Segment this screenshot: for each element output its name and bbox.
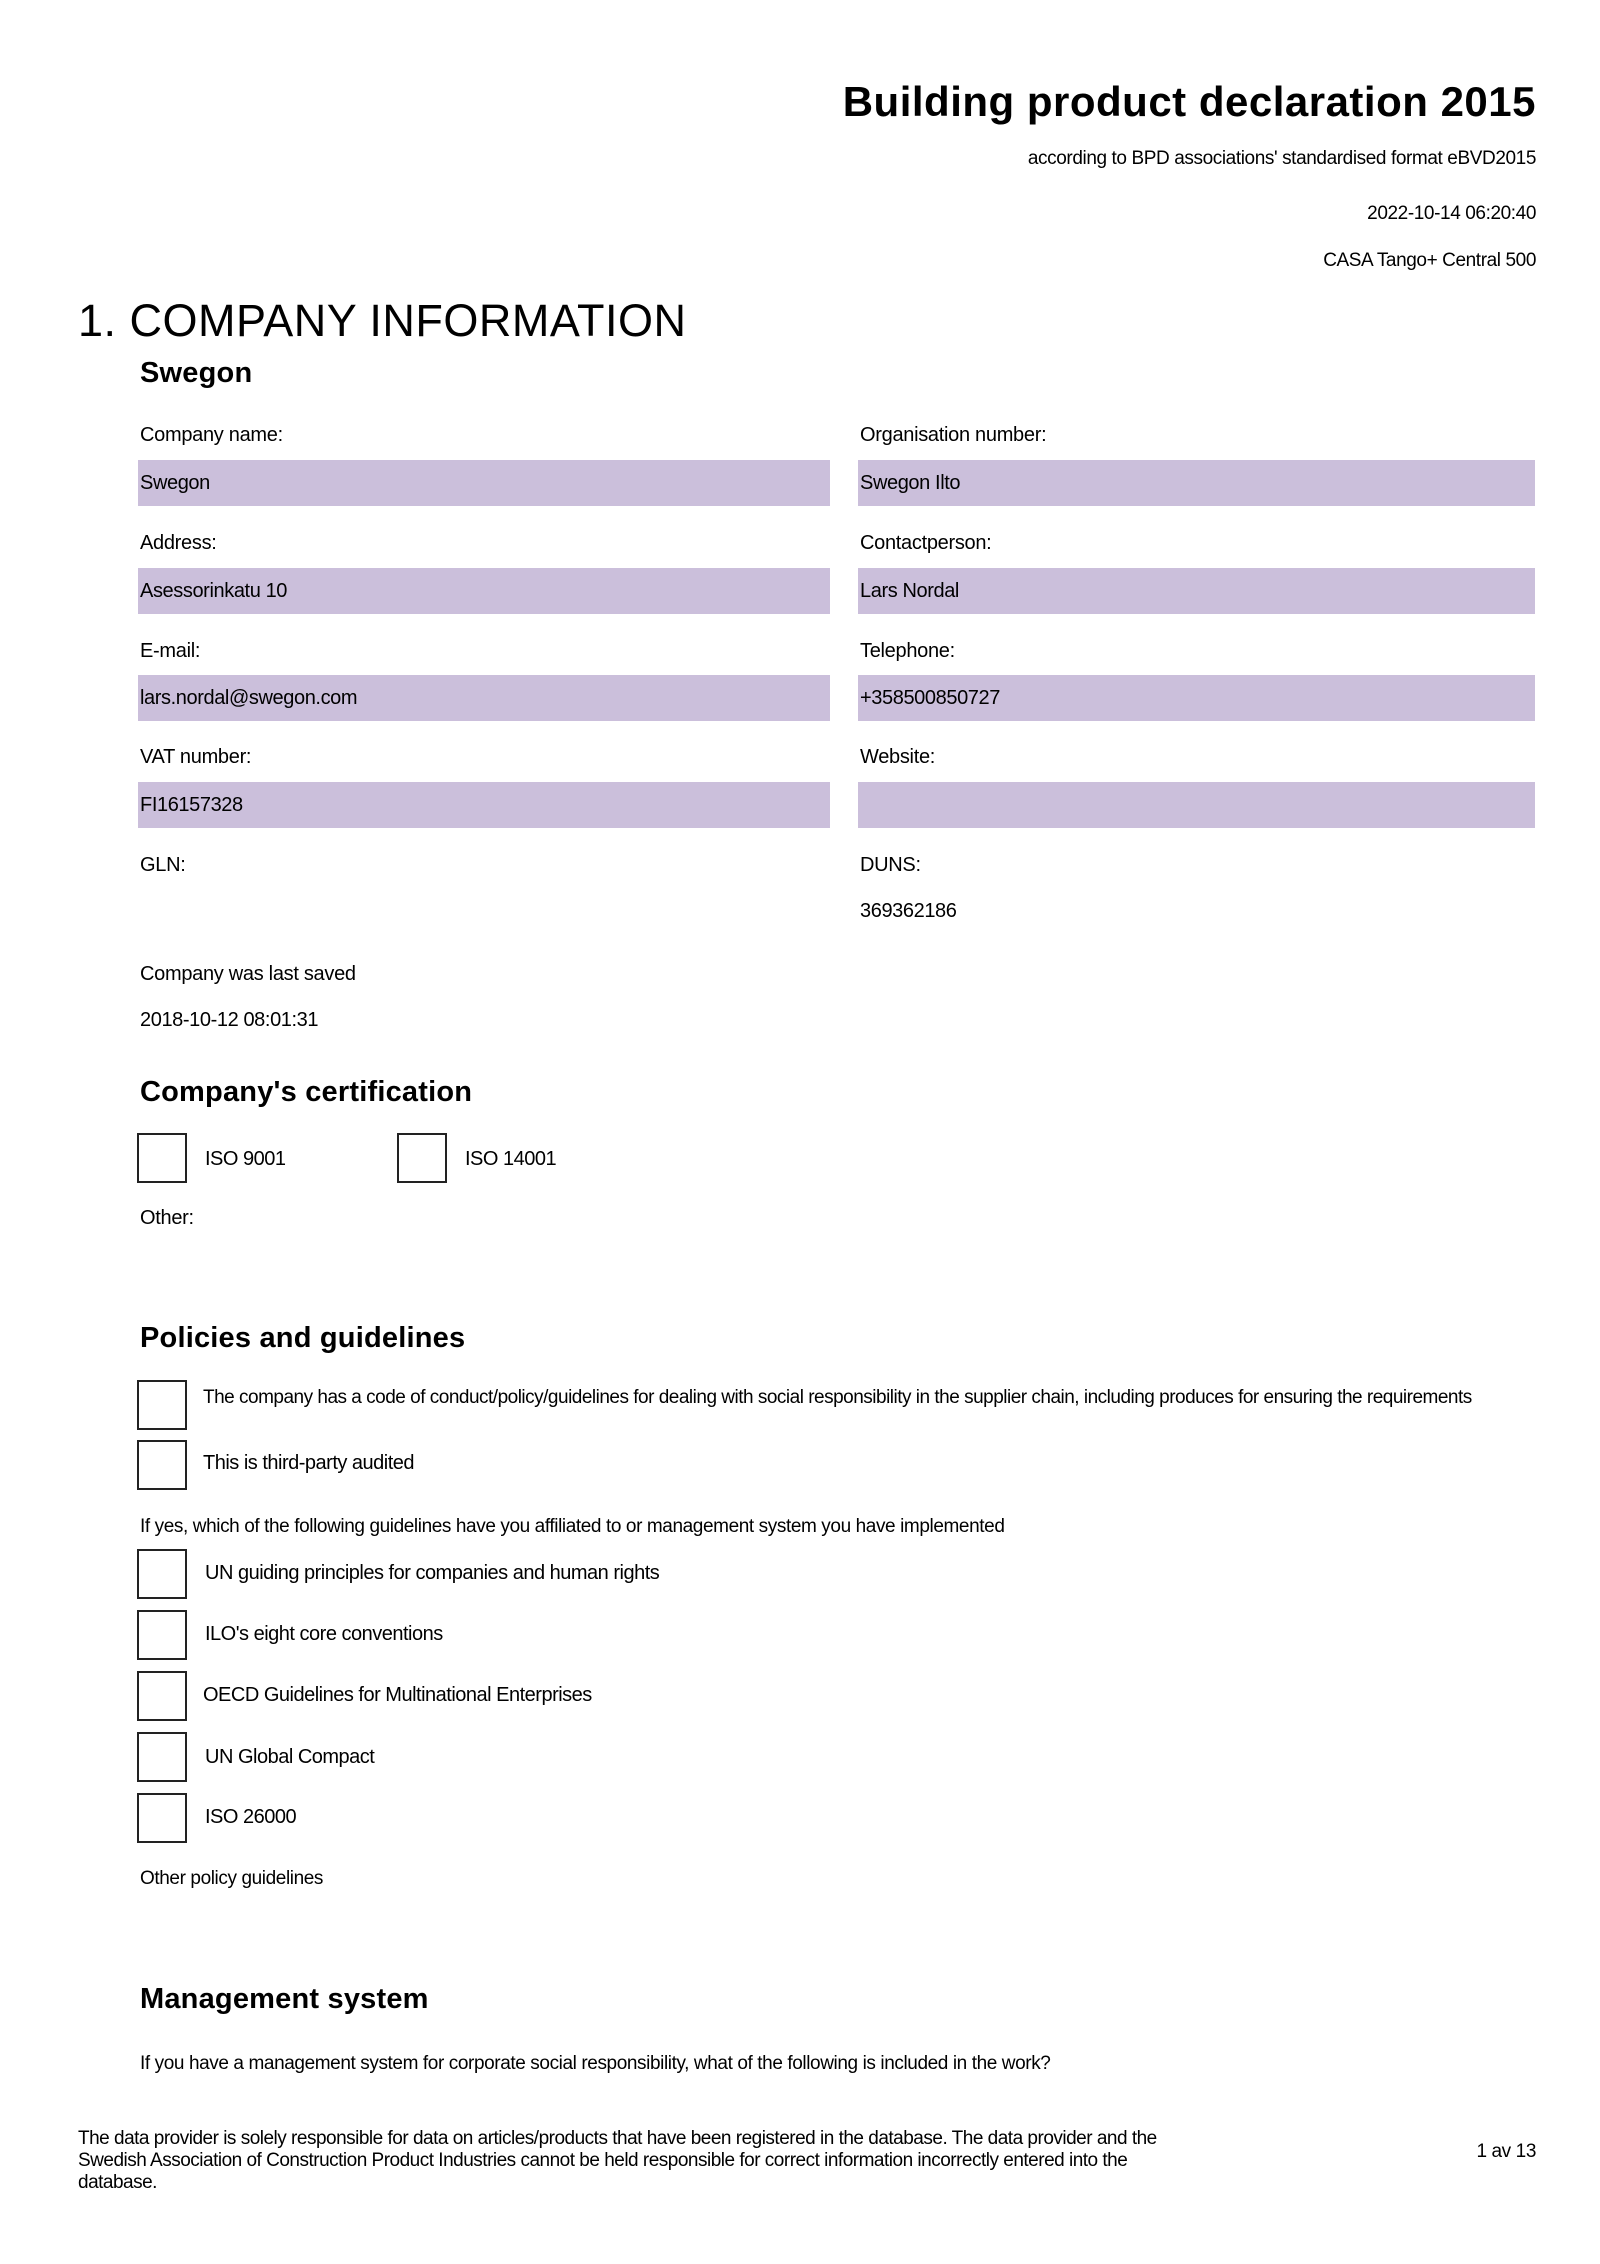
iso9001-checkbox[interactable] (137, 1133, 187, 1183)
management-question: If you have a management system for corporate social responsibility, what of the following is included in the work? (140, 2053, 1051, 2074)
last-saved-value: 2018-10-12 08:01:31 (140, 1009, 319, 1031)
email-label: E-mail: (140, 640, 201, 662)
duns-label: DUNS: (860, 854, 921, 876)
guideline-checkbox-oecd[interactable] (137, 1671, 187, 1721)
org-number-field: Swegon Ilto (858, 460, 1535, 506)
policies-heading: Policies and guidelines (140, 1322, 466, 1354)
guideline-label: ISO 26000 (205, 1806, 297, 1828)
website-label: Website: (860, 746, 936, 768)
guideline-label: ILO's eight core conventions (205, 1623, 443, 1645)
certification-other-label: Other: (140, 1207, 194, 1229)
guideline-checkbox-un-principles[interactable] (137, 1549, 187, 1599)
guideline-label: UN guiding principles for companies and human rights (205, 1562, 660, 1584)
iso14001-label: ISO 14001 (465, 1148, 557, 1170)
product-name: CASA Tango+ Central 500 (1323, 250, 1536, 271)
other-policy-label: Other policy guidelines (140, 1868, 324, 1889)
generated-timestamp: 2022-10-14 06:20:40 (1367, 203, 1536, 224)
website-field (858, 782, 1535, 828)
iso14001-checkbox[interactable] (397, 1133, 447, 1183)
certification-heading: Company's certification (140, 1076, 473, 1108)
company-heading: Swegon (140, 357, 253, 389)
contact-label: Contactperson: (860, 532, 992, 554)
telephone-label: Telephone: (860, 640, 955, 662)
footer-disclaimer: The data provider is solely responsible for data on articles/products that have been registered in the database. The data provider and the Swedish Association of Construction Product Industries cannot be held responsible for correct information incorrectly entered into the database. (78, 2128, 1157, 2193)
company-name-label: Company name: (140, 424, 283, 446)
iso9001-label: ISO 9001 (205, 1148, 286, 1170)
third-party-checkbox[interactable] (137, 1440, 187, 1490)
org-number-label: Organisation number: (860, 424, 1047, 446)
third-party-label: This is third-party audited (203, 1452, 415, 1474)
vat-field: FI16157328 (138, 782, 830, 828)
address-field: Asessorinkatu 10 (138, 568, 830, 614)
guideline-checkbox-global-compact[interactable] (137, 1732, 187, 1782)
guideline-checkbox-iso26000[interactable] (137, 1793, 187, 1843)
guideline-label: UN Global Compact (205, 1746, 375, 1768)
company-name-field: Swegon (138, 460, 830, 506)
telephone-field: +358500850727 (858, 675, 1535, 721)
management-heading: Management system (140, 1983, 429, 2015)
email-field: lars.nordal@swegon.com (138, 675, 830, 721)
last-saved-label: Company was last saved (140, 963, 356, 985)
document-title: Building product declaration 2015 (842, 78, 1536, 125)
section-heading: 1. COMPANY INFORMATION (78, 295, 687, 346)
code-of-conduct-checkbox[interactable] (137, 1380, 187, 1430)
document-subtitle: according to BPD associations' standardised format eBVD2015 (1027, 148, 1536, 169)
duns-value: 369362186 (860, 900, 957, 922)
guideline-label: OECD Guidelines for Multinational Enterprises (203, 1684, 592, 1706)
address-label: Address: (140, 532, 217, 554)
guideline-checkbox-ilo[interactable] (137, 1610, 187, 1660)
code-of-conduct-label: The company has a code of conduct/policy/guidelines for dealing with social responsibility in the supplier chain, including produces for ensuring the requirements (203, 1387, 1472, 1408)
vat-label: VAT number: (140, 746, 252, 768)
page-number: 1 av 13 (1476, 2141, 1536, 2162)
contact-field: Lars Nordal (858, 568, 1535, 614)
guidelines-question: If yes, which of the following guidelines have you affiliated to or management system you have implemented (140, 1516, 1005, 1537)
gln-label: GLN: (140, 854, 186, 876)
